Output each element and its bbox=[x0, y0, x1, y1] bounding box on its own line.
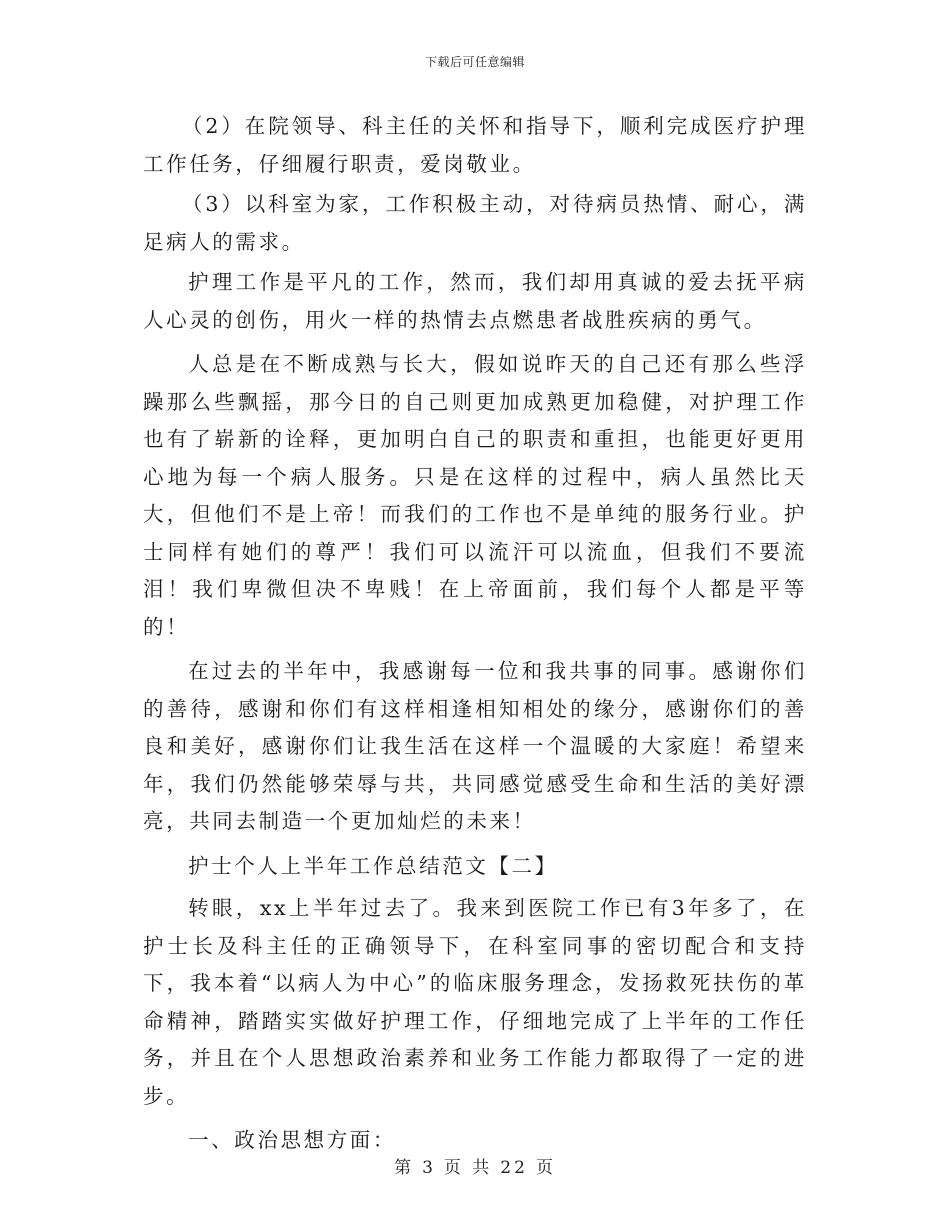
page-footer bbox=[0, 1153, 950, 1178]
paragraph-nursing-work: 护理工作是平凡的工作，然而，我们却用真诚的爱去抚平病人心灵的创伤，用火一样的热情去点燃患者战胜疾病的勇气。 bbox=[143, 270, 807, 332]
paragraph-thanks: 在过去的半年中，我感谢每一位和我共事的同事。感谢你们的善待，感谢和你们有这样相逢相知相处的缘分，感谢你们的善良和美好，感谢你们让我生活在这样一个温暖的大家庭！希望来年，我们仍然能够荣辱与共，共同感觉感受生命和生活的美好漂亮，共同去制造一个更加灿烂的未来！ bbox=[143, 659, 807, 833]
section-title-two: 护士个人上半年工作总结范文【二】 bbox=[188, 853, 558, 878]
paragraph-growth: 人总是在不断成熟与长大，假如说昨天的自己还有那么些浮躁那么些飘摇，那今日的自己则更加成熟更加稳健，对护理工作也有了崭新的诠释，更加明白自己的职责和重担，也能更好更用心地为每一个病人服务。只是在这样的过程中，病人虽然比天大，但他们不是上帝！而我们的工作也不是单纯的服务行业。护士同样有她们的尊严！我们可以流汗可以流血，但我们不要流泪！我们卑微但决不卑贱！在上帝面前，我们每个人都是平等的！ bbox=[143, 352, 807, 639]
section-heading-politics: 一、政治思想方面： bbox=[188, 1128, 396, 1152]
footer-total-pages: 22 bbox=[500, 1158, 528, 1178]
paragraph-summary-intro: 转眼，xx上半年过去了。我来到医院工作已有3年多了，在护士长及科主任的正确领导下，在科室同事的密切配合和支持下，我本着“以病人为中心”的临床服务理念，发扬救死扶伤的革命精神，踏踏实实做好护理工作，仔细地完成了上半年的工作任务，并且在个人思想政治素养和业务工作能力都取得了一定的进步。 bbox=[143, 896, 807, 1108]
footer-suffix: 页 bbox=[535, 1158, 556, 1178]
footer-page-number: 3 bbox=[422, 1158, 436, 1178]
footer-prefix: 第 bbox=[394, 1158, 415, 1178]
footer-mid: 页 共 bbox=[443, 1158, 493, 1178]
paragraph-item-2: （2）在院领导、科主任的关怀和指导下，顺利完成医疗护理工作任务，仔细履行职责，爱岗敬业。 bbox=[143, 114, 807, 176]
paragraph-item-3: （3）以科室为家，工作积极主动，对待病员热情、耐心，满足病人的需求。 bbox=[143, 192, 807, 254]
document-body bbox=[143, 108, 807, 1165]
page-header-note: 下载后可任意编辑 bbox=[424, 55, 525, 69]
